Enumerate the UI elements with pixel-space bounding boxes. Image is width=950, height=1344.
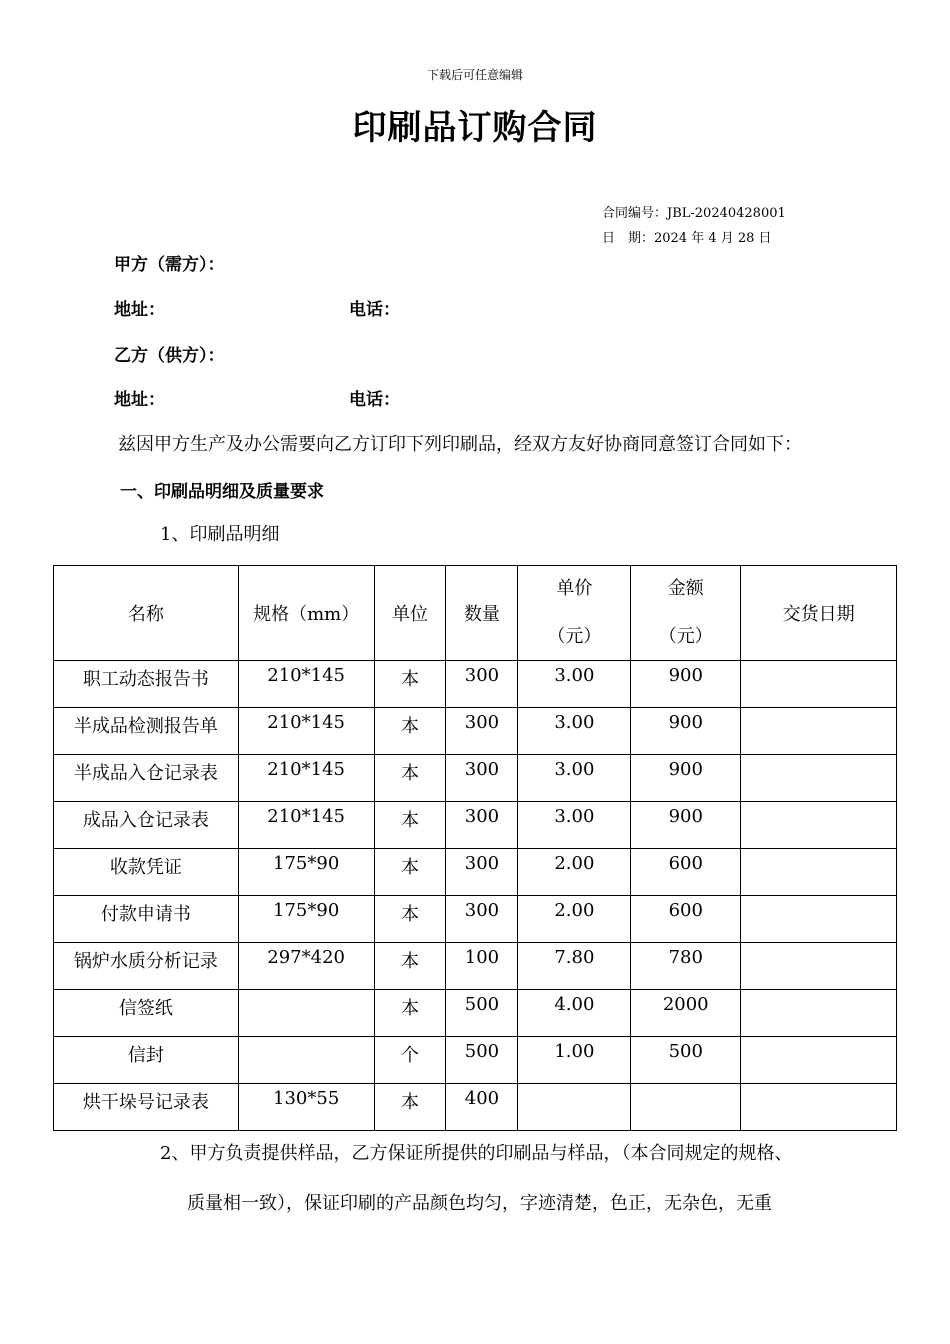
cell-unit: 本 xyxy=(374,943,446,990)
cell-price: 1.00 xyxy=(518,1037,631,1084)
cell-unit: 本 xyxy=(374,802,446,849)
cell-delivery xyxy=(741,802,897,849)
cell-price: 2.00 xyxy=(518,896,631,943)
cell-name: 成品入仓记录表 xyxy=(54,802,239,849)
header-qty: 数量 xyxy=(446,566,518,661)
cell-name: 半成品入仓记录表 xyxy=(54,755,239,802)
cell-qty: 100 xyxy=(446,943,518,990)
party-b-phone-label: 电话： xyxy=(349,390,400,410)
cell-qty: 500 xyxy=(446,990,518,1037)
table-row xyxy=(54,990,897,1037)
items-table xyxy=(53,565,897,1131)
subsection-heading: 1、印刷品明细 xyxy=(160,524,280,545)
table-row xyxy=(54,943,897,990)
cell-spec: 210*145 xyxy=(238,708,374,755)
contract-number: 合同编号：JBL-20240428001 xyxy=(602,206,786,221)
cell-unit: 本 xyxy=(374,661,446,708)
cell-name: 锅炉水质分析记录 xyxy=(54,943,239,990)
cell-delivery xyxy=(741,943,897,990)
cell-amount: 780 xyxy=(631,943,741,990)
cell-delivery xyxy=(741,661,897,708)
cell-qty: 500 xyxy=(446,1037,518,1084)
cell-unit: 本 xyxy=(374,990,446,1037)
paragraph-2-line-2: 质量相一致），保证印刷的产品颜色均匀，字迹清楚，色正，无杂色，无重 xyxy=(187,1193,772,1214)
cell-qty: 300 xyxy=(446,755,518,802)
cell-name: 信封 xyxy=(54,1037,239,1084)
cell-amount: 900 xyxy=(631,708,741,755)
table-row xyxy=(54,802,897,849)
header-price xyxy=(518,566,631,661)
party-b-address-label: 地址： xyxy=(114,390,165,410)
cell-qty: 300 xyxy=(446,708,518,755)
header-name: 名称 xyxy=(54,566,239,661)
table-header-row xyxy=(54,566,897,661)
cell-amount: 900 xyxy=(631,802,741,849)
cell-name: 烘干垛号记录表 xyxy=(54,1084,239,1131)
watermark-text: 下载后可任意编辑 xyxy=(426,68,523,82)
cell-unit: 本 xyxy=(374,896,446,943)
header-spec: 规格（mm） xyxy=(238,566,374,661)
party-a-label: 甲方（需方）： xyxy=(114,255,225,275)
cell-spec: 175*90 xyxy=(238,849,374,896)
table-row xyxy=(54,1084,897,1131)
table-row xyxy=(54,1037,897,1084)
page-title: 印刷品订购合同 xyxy=(352,108,598,148)
cell-spec xyxy=(238,990,374,1037)
cell-amount: 600 xyxy=(631,896,741,943)
header-price-line2: （元） xyxy=(547,626,602,647)
table-row xyxy=(54,708,897,755)
cell-qty: 300 xyxy=(446,661,518,708)
cell-spec: 210*145 xyxy=(238,802,374,849)
cell-name: 信签纸 xyxy=(54,990,239,1037)
cell-spec: 297*420 xyxy=(238,943,374,990)
cell-price: 4.00 xyxy=(518,990,631,1037)
cell-name: 职工动态报告书 xyxy=(54,661,239,708)
cell-unit: 本 xyxy=(374,708,446,755)
cell-amount: 600 xyxy=(631,849,741,896)
cell-price: 3.00 xyxy=(518,802,631,849)
table-row xyxy=(54,896,897,943)
cell-unit: 个 xyxy=(374,1037,446,1084)
cell-delivery xyxy=(741,1084,897,1131)
cell-name: 半成品检测报告单 xyxy=(54,708,239,755)
header-amount-line2: （元） xyxy=(658,626,713,647)
table-row xyxy=(54,661,897,708)
cell-unit: 本 xyxy=(374,1084,446,1131)
cell-price: 3.00 xyxy=(518,755,631,802)
table-row xyxy=(54,849,897,896)
cell-amount: 900 xyxy=(631,661,741,708)
cell-qty: 300 xyxy=(446,802,518,849)
cell-spec: 175*90 xyxy=(238,896,374,943)
party-a-phone-label: 电话： xyxy=(349,300,400,320)
cell-amount: 900 xyxy=(631,755,741,802)
paragraph-2-line-1: 2、甲方负责提供样品，乙方保证所提供的印刷品与样品，（本合同规定的规格、 xyxy=(160,1143,793,1164)
cell-delivery xyxy=(741,755,897,802)
cell-price: 3.00 xyxy=(518,708,631,755)
cell-amount: 2000 xyxy=(631,990,741,1037)
cell-qty: 400 xyxy=(446,1084,518,1131)
header-amount xyxy=(631,566,741,661)
cell-spec: 210*145 xyxy=(238,755,374,802)
cell-unit: 本 xyxy=(374,849,446,896)
cell-price: 2.00 xyxy=(518,849,631,896)
cell-amount: 500 xyxy=(631,1037,741,1084)
cell-name: 收款凭证 xyxy=(54,849,239,896)
cell-spec: 130*55 xyxy=(238,1084,374,1131)
header-amount-line1: 金额 xyxy=(667,578,704,599)
cell-delivery xyxy=(741,990,897,1037)
cell-amount xyxy=(631,1084,741,1131)
table-row xyxy=(54,755,897,802)
cell-name: 付款申请书 xyxy=(54,896,239,943)
cell-delivery xyxy=(741,896,897,943)
cell-qty: 300 xyxy=(446,849,518,896)
cell-spec: 210*145 xyxy=(238,661,374,708)
cell-delivery xyxy=(741,1037,897,1084)
cell-price: 3.00 xyxy=(518,661,631,708)
cell-delivery xyxy=(741,708,897,755)
header-delivery: 交货日期 xyxy=(741,566,897,661)
cell-delivery xyxy=(741,849,897,896)
party-b-label: 乙方（供方）： xyxy=(114,346,225,366)
intro-paragraph: 兹因甲方生产及办公需要向乙方订印下列印刷品，经双方友好协商同意签订合同如下： xyxy=(118,434,802,455)
cell-unit: 本 xyxy=(374,755,446,802)
cell-qty: 300 xyxy=(446,896,518,943)
section-heading: 一、印刷品明细及质量要求 xyxy=(120,482,324,502)
cell-spec xyxy=(238,1037,374,1084)
cell-price: 7.80 xyxy=(518,943,631,990)
party-a-address-label: 地址： xyxy=(114,300,165,320)
header-unit: 单位 xyxy=(374,566,446,661)
cell-price xyxy=(518,1084,631,1131)
header-price-line1: 单价 xyxy=(556,578,593,599)
contract-date: 日 期：2024 年 4 月 28 日 xyxy=(602,231,772,246)
